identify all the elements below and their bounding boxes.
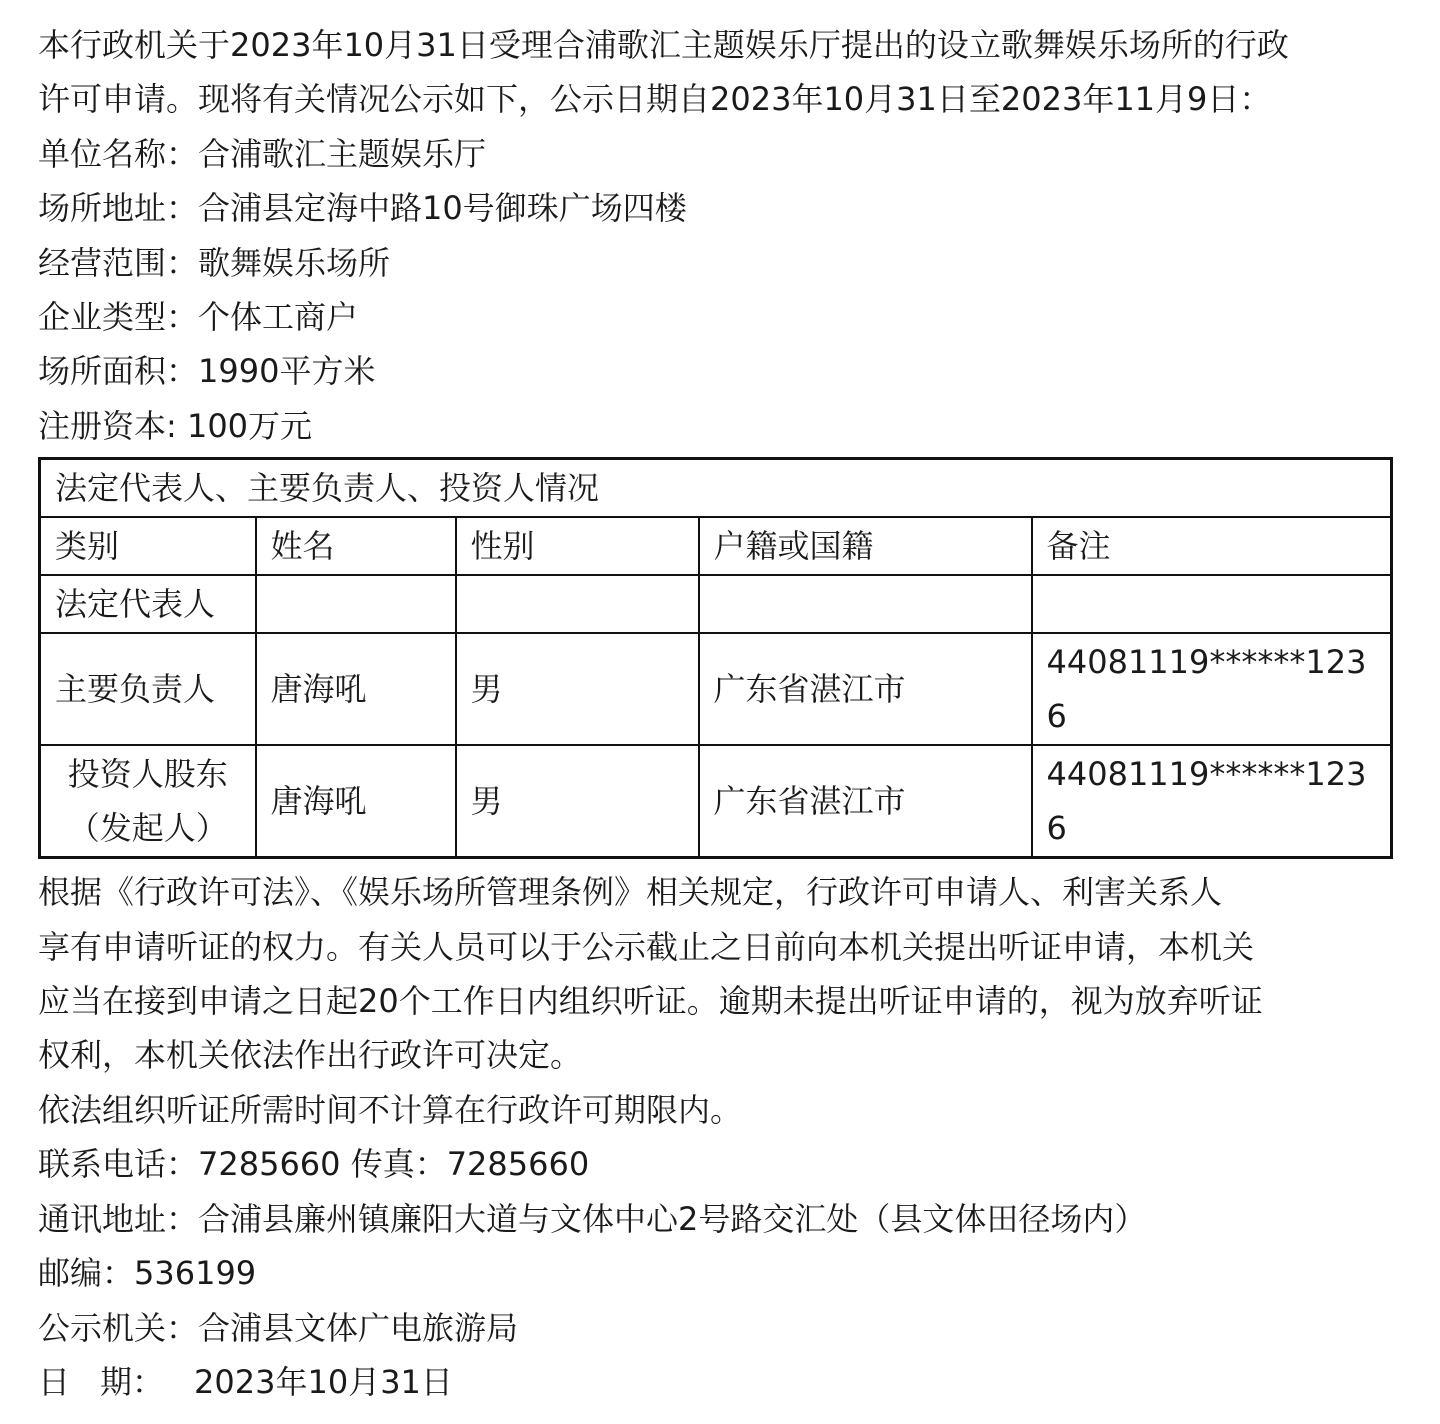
table-title-row (40, 459, 1392, 518)
cell-remarks: 44081119******1236 (1032, 745, 1392, 858)
publishing-agency: 公示机关：合浦县文体广电旅游局 (38, 1308, 519, 1347)
cell-name: 唐海吼 (256, 633, 456, 745)
persons-table (38, 457, 1393, 859)
date-label-day: 日 (38, 1362, 71, 1401)
date-label-period: 期： (100, 1362, 165, 1401)
cell-household: 广东省湛江市 (699, 633, 1032, 745)
cell-category: 法定代表人 (40, 575, 256, 633)
cell-gender (456, 575, 699, 633)
notice-line-1: 根据《行政许可法》、《娱乐场所管理条例》相关规定，行政许可申请人、利害关系人 (38, 873, 1223, 912)
cell-gender: 男 (456, 745, 699, 858)
intro-line-1: 本行政机关于2023年10月31日受理合浦歌汇主题娱乐厅提出的设立歌舞娱乐场所的行政 (38, 26, 1289, 64)
cell-category: 投资人股东（发起人） (40, 745, 256, 858)
cell-gender: 男 (456, 633, 699, 745)
header-gender: 性别 (456, 517, 699, 575)
table-row (40, 575, 1392, 633)
contact-address: 通讯地址：合浦县廉州镇廉阳大道与文体中心2号路交汇处（县文体田径场内） (38, 1199, 1147, 1238)
venue-area: 场所面积：1990平方米 (38, 352, 376, 391)
notice-line-4: 权利，本机关依法作出行政许可决定。 (38, 1036, 583, 1075)
header-name: 姓名 (256, 517, 456, 575)
table-row (40, 633, 1392, 745)
table-header-row (40, 517, 1392, 575)
intro-line-2: 许可申请。现将有关情况公示如下，公示日期自2023年10月31日至2023年11月9日： (38, 80, 1272, 119)
date-value: 2023年10月31日 (194, 1362, 453, 1401)
table-row (40, 745, 1392, 858)
venue-address: 场所地址：合浦县定海中路10号御珠广场四楼 (38, 189, 687, 228)
notice-date (38, 1355, 1402, 1409)
cell-remarks (1032, 575, 1392, 633)
cell-name: 唐海吼 (256, 745, 456, 858)
cell-remarks: 44081119******1236 (1032, 633, 1392, 745)
table-title: 法定代表人、主要负责人、投资人情况 (40, 459, 1392, 518)
unit-name: 单位名称：合浦歌汇主题娱乐厅 (38, 134, 487, 173)
header-category: 类别 (40, 517, 256, 575)
header-household: 户籍或国籍 (699, 517, 1032, 575)
notice-line-2: 享有申请听证的权力。有关人员可以于公示截止之日前向本机关提出听证申请，本机关 (38, 927, 1255, 966)
registered-capital: 注册资本: 100万元 (38, 406, 313, 445)
cell-category: 主要负责人 (40, 633, 256, 745)
enterprise-type: 企业类型：个体工商户 (38, 298, 359, 337)
header-remarks: 备注 (1032, 517, 1392, 575)
postcode: 邮编：536199 (38, 1254, 257, 1293)
business-scope: 经营范围：歌舞娱乐场所 (38, 243, 391, 282)
contact-phone: 联系电话：7285660 传真：7285660 (38, 1145, 590, 1184)
notice-line-3: 应当在接到申请之日起20个工作日内组织听证。逾期未提出听证申请的，视为放弃听证 (38, 982, 1263, 1021)
cell-name (256, 575, 456, 633)
cell-household (699, 575, 1032, 633)
cell-household: 广东省湛江市 (699, 745, 1032, 858)
notice-line-5: 依法组织听证所需时间不计算在行政许可期限内。 (38, 1090, 743, 1129)
